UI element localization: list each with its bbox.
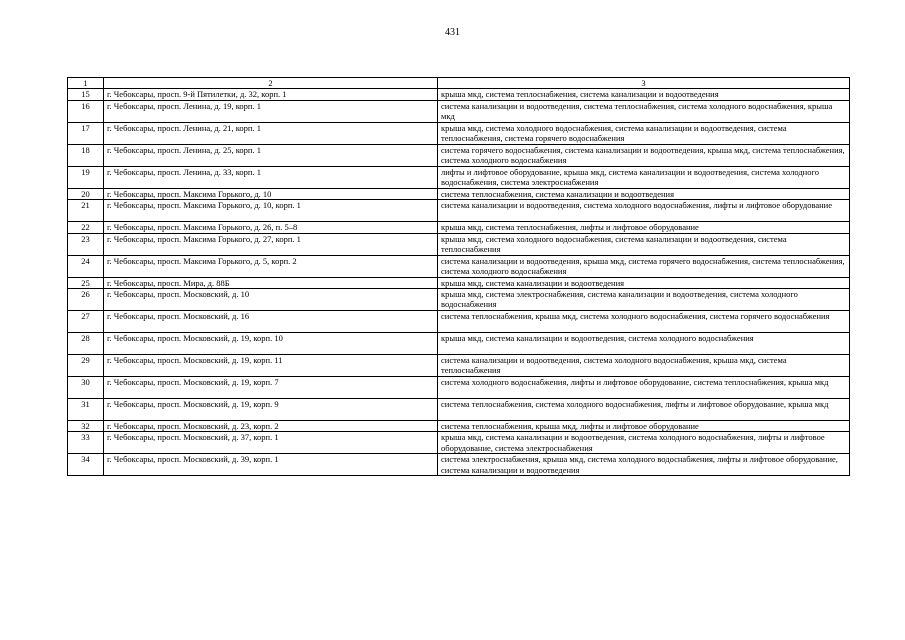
row-number: 33: [68, 432, 104, 454]
row-systems: система канализации и водоотведения, система теплоснабжения, система холодного водоснабжения, крыша мкд: [438, 100, 850, 122]
row-systems: система холодного водоснабжения, лифты и лифтовое оборудование, система теплоснабжения, крыша мкд: [438, 377, 850, 399]
row-systems: система электроснабжения, крыша мкд, система холодного водоснабжения, лифты и лифтовое оборудование, система канализации и водоотведения: [438, 454, 850, 476]
row-systems: крыша мкд, система канализации и водоотведения, система холодного водоснабжения: [438, 333, 850, 355]
row-systems: крыша мкд, система электроснабжения, система канализации и водоотведения, система холодного водоснабжения: [438, 289, 850, 311]
header-col-systems: 3: [438, 78, 850, 89]
table-row: [68, 399, 850, 421]
row-systems: система горячего водоснабжения, система канализации и водоотведения, крыша мкд, система теплоснабжения, система холодного водоснабжения: [438, 144, 850, 166]
row-systems: система теплоснабжения, крыша мкд, система холодного водоснабжения, система горячего водоснабжения: [438, 311, 850, 333]
row-address: г. Чебоксары, просп. Ленина, д. 21, корп. 1: [104, 122, 438, 144]
row-address: г. Чебоксары, просп. Московский, д. 19, корп. 11: [104, 355, 438, 377]
table-row: [68, 200, 850, 222]
row-number: 25: [68, 277, 104, 288]
row-address: г. Чебоксары, просп. Мира, д. 88Б: [104, 277, 438, 288]
table-row: [68, 355, 850, 377]
row-systems: система теплоснабжения, крыша мкд, лифты и лифтовое оборудование: [438, 421, 850, 432]
row-systems: система канализации и водоотведения, система холодного водоснабжения, лифты и лифтовое оборудование: [438, 200, 850, 222]
row-address: г. Чебоксары, просп. Максима Горького, д. 10, корп. 1: [104, 200, 438, 222]
row-number: 30: [68, 377, 104, 399]
row-address: г. Чебоксары, просп. Максима Горького, д. 27, корп. 1: [104, 233, 438, 255]
row-number: 19: [68, 166, 104, 188]
table-row: [68, 454, 850, 476]
row-systems: крыша мкд, система теплоснабжения, система канализации и водоотведения: [438, 89, 850, 100]
table-row: [68, 222, 850, 233]
table-row: [68, 311, 850, 333]
table-row: [68, 122, 850, 144]
row-number: 23: [68, 233, 104, 255]
row-address: г. Чебоксары, просп. Московский, д. 19, корп. 9: [104, 399, 438, 421]
header-col-number: 1: [68, 78, 104, 89]
row-number: 31: [68, 399, 104, 421]
table-row: [68, 289, 850, 311]
row-systems: крыша мкд, система холодного водоснабжения, система канализации и водоотведения, система теплоснабжения, система горячего водоснабжения: [438, 122, 850, 144]
row-number: 21: [68, 200, 104, 222]
row-systems: крыша мкд, система канализации и водоотведения, система холодного водоснабжения, лифты и лифтовое оборудование, система электроснабжения: [438, 432, 850, 454]
row-systems: система канализации и водоотведения, система холодного водоснабжения, крыша мкд, система теплоснабжения: [438, 355, 850, 377]
row-number: 20: [68, 188, 104, 199]
row-number: 32: [68, 421, 104, 432]
row-address: г. Чебоксары, просп. Московский, д. 19, корп. 7: [104, 377, 438, 399]
row-number: 22: [68, 222, 104, 233]
row-address: г. Чебоксары, просп. Московский, д. 19, корп. 10: [104, 333, 438, 355]
table-row: [68, 421, 850, 432]
address-systems-table: [67, 77, 850, 476]
table-row: [68, 333, 850, 355]
row-number: 24: [68, 255, 104, 277]
row-number: 26: [68, 289, 104, 311]
row-systems: система канализации и водоотведения, крыша мкд, система горячего водоснабжения, система теплоснабжения, система холодного водоснабжения: [438, 255, 850, 277]
table-row: [68, 377, 850, 399]
table-row: [68, 166, 850, 188]
row-address: г. Чебоксары, просп. Ленина, д. 33, корп. 1: [104, 166, 438, 188]
row-number: 29: [68, 355, 104, 377]
table-row: [68, 432, 850, 454]
table-header-row: [68, 78, 850, 89]
row-address: г. Чебоксары, просп. Московский, д. 37, корп. 1: [104, 432, 438, 454]
row-address: г. Чебоксары, просп. Ленина, д. 19, корп. 1: [104, 100, 438, 122]
table-row: [68, 255, 850, 277]
header-col-address: 2: [104, 78, 438, 89]
row-number: 34: [68, 454, 104, 476]
row-address: г. Чебоксары, просп. Московский, д. 39, корп. 1: [104, 454, 438, 476]
row-number: 27: [68, 311, 104, 333]
row-systems: крыша мкд, система теплоснабжения, лифты и лифтовое оборудование: [438, 222, 850, 233]
row-address: г. Чебоксары, просп. Максима Горького, д. 10: [104, 188, 438, 199]
row-systems: система теплоснабжения, система канализации и водоотведения: [438, 188, 850, 199]
row-systems: крыша мкд, система канализации и водоотведения: [438, 277, 850, 288]
row-systems: лифты и лифтовое оборудование, крыша мкд, система канализации и водоотведения, система холодного водоснабжения, система электроснабжения: [438, 166, 850, 188]
table-row: [68, 277, 850, 288]
row-address: г. Чебоксары, просп. Московский, д. 16: [104, 311, 438, 333]
table-row: [68, 188, 850, 199]
row-number: 28: [68, 333, 104, 355]
table-row: [68, 100, 850, 122]
table-row: [68, 89, 850, 100]
row-address: г. Чебоксары, просп. Московский, д. 10: [104, 289, 438, 311]
row-address: г. Чебоксары, просп. Максима Горького, д. 26, п. 5–8: [104, 222, 438, 233]
row-number: 15: [68, 89, 104, 100]
row-number: 18: [68, 144, 104, 166]
table-row: [68, 144, 850, 166]
table-row: [68, 233, 850, 255]
row-systems: крыша мкд, система холодного водоснабжения, система канализации и водоотведения, система теплоснабжения: [438, 233, 850, 255]
row-address: г. Чебоксары, просп. Московский, д. 23, корп. 2: [104, 421, 438, 432]
row-number: 17: [68, 122, 104, 144]
row-address: г. Чебоксары, просп. Максима Горького, д. 5, корп. 2: [104, 255, 438, 277]
row-systems: система теплоснабжения, система холодного водоснабжения, лифты и лифтовое оборудование, крыша мкд: [438, 399, 850, 421]
row-address: г. Чебоксары, просп. 9-й Пятилетки, д. 32, корп. 1: [104, 89, 438, 100]
page-number: 431: [445, 27, 460, 38]
row-address: г. Чебоксары, просп. Ленина, д. 25, корп. 1: [104, 144, 438, 166]
row-number: 16: [68, 100, 104, 122]
